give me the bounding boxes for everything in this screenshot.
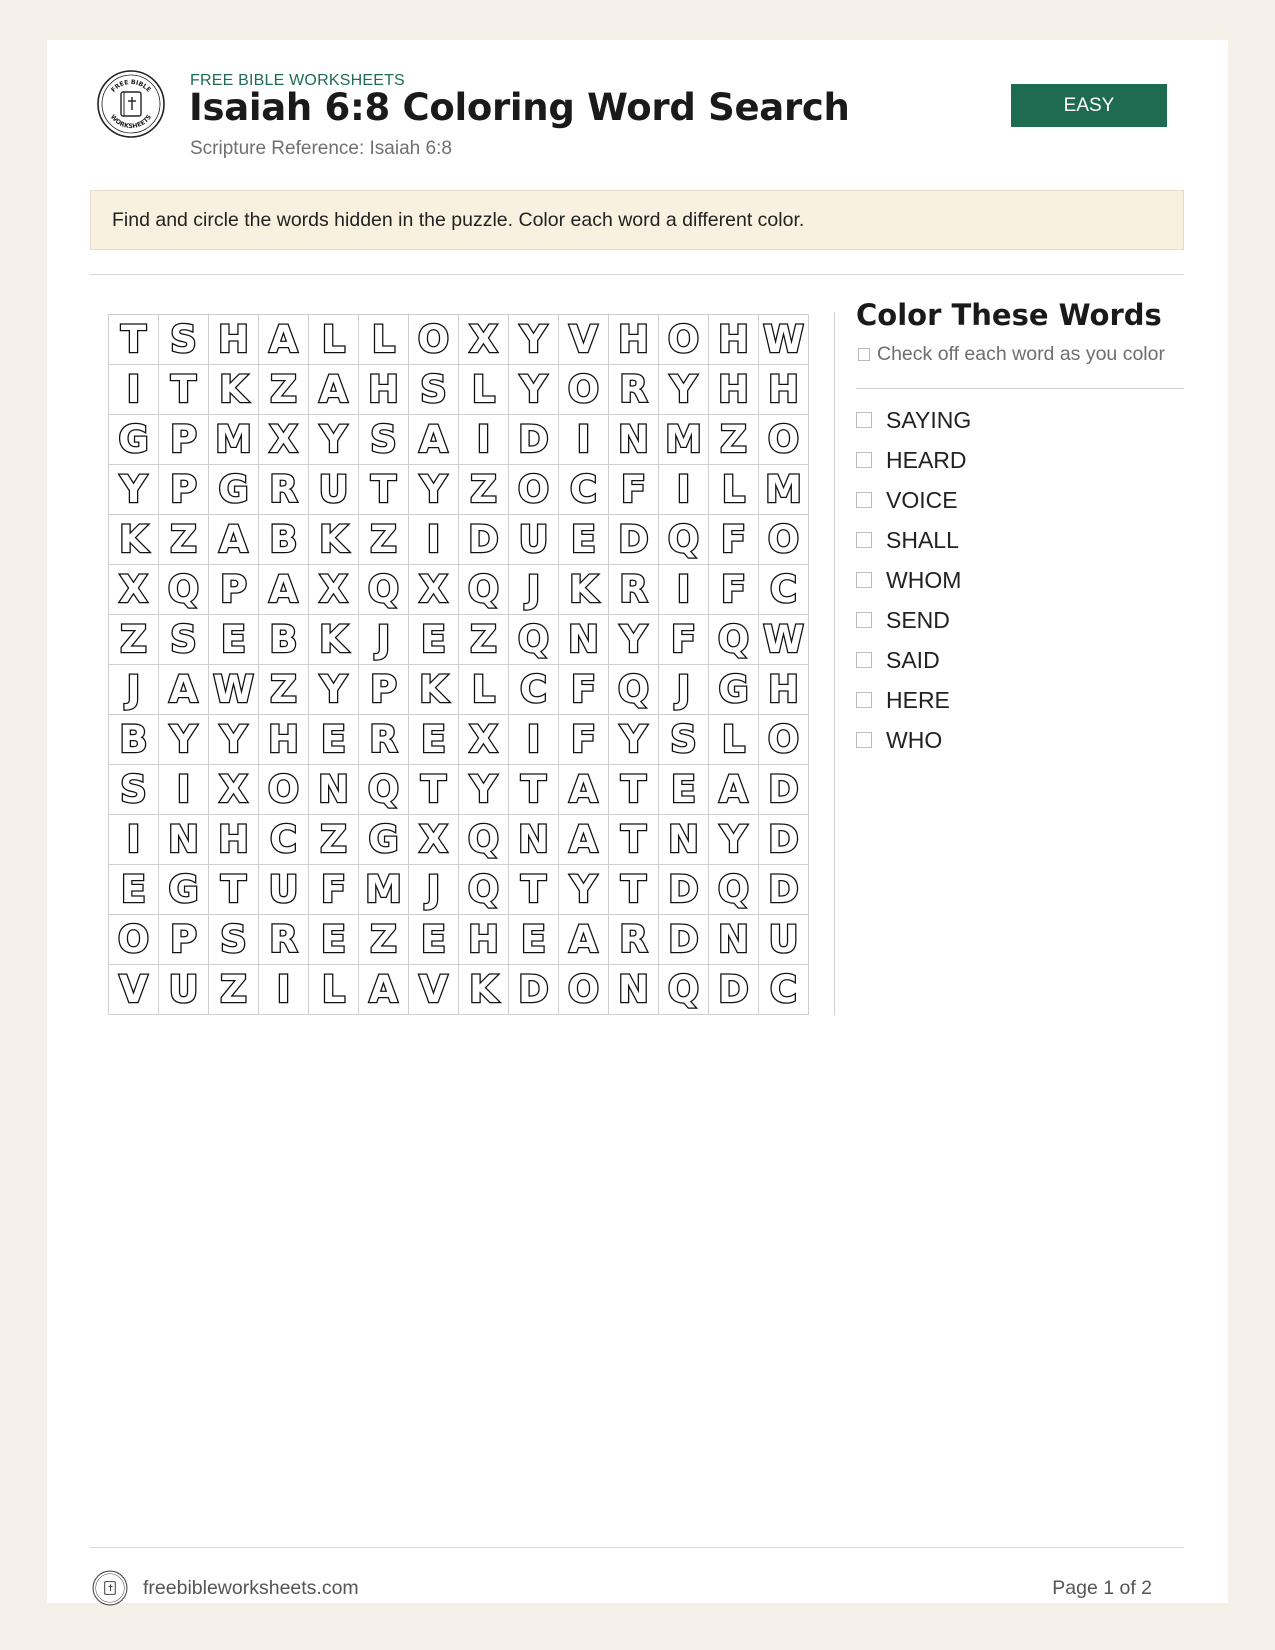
- word-label: HERE: [886, 686, 950, 713]
- grid-cell[interactable]: X: [409, 565, 459, 615]
- grid-cell[interactable]: N: [309, 765, 359, 815]
- brand-eyebrow: FREE BIBLE WORKSHEETS: [190, 72, 405, 89]
- word-list: [856, 400, 971, 760]
- word-label: HEARD: [886, 446, 967, 473]
- grid-cell[interactable]: C: [759, 565, 809, 615]
- grid-cell[interactable]: B: [109, 715, 159, 765]
- grid-cell[interactable]: M: [209, 415, 259, 465]
- grid-cell[interactable]: J: [659, 665, 709, 715]
- grid-cell[interactable]: R: [609, 915, 659, 965]
- grid-cell[interactable]: K: [459, 965, 509, 1015]
- grid-cell[interactable]: Q: [359, 765, 409, 815]
- grid-cell[interactable]: G: [359, 815, 409, 865]
- grid-cell[interactable]: Z: [209, 965, 259, 1015]
- grid-cell[interactable]: A: [359, 965, 409, 1015]
- grid-cell[interactable]: Q: [459, 565, 509, 615]
- grid-cell[interactable]: H: [609, 315, 659, 365]
- grid-cell[interactable]: I: [509, 715, 559, 765]
- grid-cell[interactable]: X: [459, 715, 509, 765]
- grid-cell[interactable]: X: [209, 765, 259, 815]
- grid-cell[interactable]: T: [109, 315, 159, 365]
- grid-cell[interactable]: D: [759, 815, 809, 865]
- grid-cell[interactable]: P: [209, 565, 259, 615]
- grid-cell[interactable]: C: [509, 665, 559, 715]
- grid-cell[interactable]: Z: [359, 515, 409, 565]
- grid-cell[interactable]: N: [709, 915, 759, 965]
- checkbox-icon[interactable]: [856, 732, 872, 748]
- checkbox-icon: [858, 348, 870, 361]
- grid-cell[interactable]: D: [659, 915, 709, 965]
- grid-cell[interactable]: Y: [659, 365, 709, 415]
- word-list-item: [856, 400, 971, 440]
- word-search-grid: [108, 314, 809, 1015]
- grid-cell[interactable]: D: [509, 415, 559, 465]
- grid-cell[interactable]: G: [209, 465, 259, 515]
- grid-cell[interactable]: O: [509, 465, 559, 515]
- worksheet-page: [47, 40, 1228, 1603]
- grid-cell[interactable]: T: [509, 865, 559, 915]
- grid-cell[interactable]: U: [259, 865, 309, 915]
- word-list-item: [856, 520, 971, 560]
- grid-cell[interactable]: C: [759, 965, 809, 1015]
- grid-cell[interactable]: S: [159, 315, 209, 365]
- grid-cell[interactable]: K: [559, 565, 609, 615]
- grid-cell[interactable]: T: [609, 865, 659, 915]
- grid-cell[interactable]: B: [259, 615, 309, 665]
- grid-cell[interactable]: G: [109, 415, 159, 465]
- grid-cell[interactable]: A: [559, 915, 609, 965]
- grid-cell[interactable]: V: [109, 965, 159, 1015]
- grid-cell[interactable]: F: [559, 665, 609, 715]
- grid-cell[interactable]: J: [409, 865, 459, 915]
- grid-cell[interactable]: K: [309, 515, 359, 565]
- grid-cell[interactable]: D: [759, 765, 809, 815]
- grid-cell[interactable]: U: [759, 915, 809, 965]
- checkbox-icon[interactable]: [856, 452, 872, 468]
- grid-cell[interactable]: F: [709, 565, 759, 615]
- grid-cell[interactable]: O: [759, 715, 809, 765]
- word-label: VOICE: [886, 486, 958, 513]
- word-list-item: [856, 560, 971, 600]
- grid-cell[interactable]: B: [259, 515, 309, 565]
- grid-cell[interactable]: I: [409, 515, 459, 565]
- grid-cell[interactable]: I: [109, 815, 159, 865]
- scripture-reference: Scripture Reference: Isaiah 6:8: [190, 138, 452, 159]
- grid-cell[interactable]: S: [209, 915, 259, 965]
- grid-cell[interactable]: U: [309, 465, 359, 515]
- grid-cell[interactable]: N: [159, 815, 209, 865]
- grid-cell[interactable]: Z: [709, 415, 759, 465]
- grid-cell[interactable]: O: [259, 765, 309, 815]
- grid-cell[interactable]: H: [709, 315, 759, 365]
- grid-cell[interactable]: P: [359, 665, 409, 715]
- grid-cell[interactable]: J: [359, 615, 409, 665]
- grid-cell[interactable]: D: [509, 965, 559, 1015]
- grid-cell[interactable]: S: [109, 765, 159, 815]
- grid-cell[interactable]: K: [109, 515, 159, 565]
- grid-cell[interactable]: T: [409, 765, 459, 815]
- footer-divider: [90, 1547, 1184, 1548]
- grid-cell[interactable]: E: [209, 615, 259, 665]
- grid-cell[interactable]: T: [609, 815, 659, 865]
- grid-cell[interactable]: M: [759, 465, 809, 515]
- word-panel-hint-text: Check off each word as you color: [877, 343, 1165, 365]
- grid-cell[interactable]: E: [559, 515, 609, 565]
- word-list-item: [856, 720, 971, 760]
- grid-cell[interactable]: E: [309, 915, 359, 965]
- word-label: SHALL: [886, 526, 959, 553]
- grid-cell[interactable]: D: [459, 515, 509, 565]
- grid-cell[interactable]: O: [759, 415, 809, 465]
- grid-cell[interactable]: K: [409, 665, 459, 715]
- grid-cell[interactable]: X: [109, 565, 159, 615]
- grid-cell[interactable]: P: [159, 415, 209, 465]
- grid-cell[interactable]: V: [409, 965, 459, 1015]
- grid-cell[interactable]: Z: [109, 615, 159, 665]
- grid-cell[interactable]: I: [459, 415, 509, 465]
- word-label: SAYING: [886, 406, 972, 433]
- grid-cell[interactable]: A: [559, 765, 609, 815]
- grid-cell[interactable]: L: [309, 315, 359, 365]
- grid-cell[interactable]: A: [559, 815, 609, 865]
- checkbox-icon[interactable]: [856, 412, 872, 428]
- grid-cell[interactable]: M: [359, 865, 409, 915]
- grid-cell[interactable]: E: [409, 715, 459, 765]
- grid-cell[interactable]: Y: [309, 665, 359, 715]
- checkbox-icon[interactable]: [856, 532, 872, 548]
- instructions-box: [90, 190, 1184, 250]
- grid-cell[interactable]: U: [159, 965, 209, 1015]
- grid-cell[interactable]: E: [659, 765, 709, 815]
- grid-cell[interactable]: K: [309, 615, 359, 665]
- grid-cell[interactable]: Y: [509, 365, 559, 415]
- grid-cell[interactable]: A: [409, 415, 459, 465]
- grid-cell[interactable]: I: [559, 415, 609, 465]
- grid-cell[interactable]: Y: [559, 865, 609, 915]
- grid-cell[interactable]: L: [309, 965, 359, 1015]
- grid-cell[interactable]: H: [359, 365, 409, 415]
- grid-cell[interactable]: F: [609, 465, 659, 515]
- word-panel-title: Color These Words: [856, 298, 1162, 332]
- grid-cell[interactable]: J: [109, 665, 159, 715]
- grid-cell[interactable]: C: [259, 815, 309, 865]
- grid-cell[interactable]: L: [709, 465, 759, 515]
- svg-text:WORKSHEETS: WORKSHEETS: [108, 113, 154, 131]
- checkbox-icon[interactable]: [856, 572, 872, 588]
- grid-cell[interactable]: H: [759, 665, 809, 715]
- grid-cell[interactable]: T: [359, 465, 409, 515]
- word-list-item: [856, 440, 971, 480]
- grid-cell[interactable]: Q: [459, 815, 509, 865]
- grid-cell[interactable]: L: [459, 665, 509, 715]
- grid-cell[interactable]: E: [409, 615, 459, 665]
- header-divider: [90, 274, 1184, 275]
- grid-cell[interactable]: E: [409, 915, 459, 965]
- grid-cell[interactable]: D: [609, 515, 659, 565]
- grid-cell[interactable]: Z: [459, 615, 509, 665]
- instructions-text: Find and circle the words hidden in the puzzle. Color each word a different color.: [112, 208, 805, 231]
- grid-cell[interactable]: Q: [609, 665, 659, 715]
- grid-cell[interactable]: F: [659, 615, 709, 665]
- grid-cell[interactable]: S: [359, 415, 409, 465]
- grid-cell[interactable]: A: [259, 315, 309, 365]
- word-panel-hint: [856, 343, 1165, 366]
- grid-cell[interactable]: Z: [259, 665, 309, 715]
- grid-cell[interactable]: V: [559, 315, 609, 365]
- page-number: Page 1 of 2: [1052, 1577, 1152, 1599]
- grid-cell[interactable]: H: [459, 915, 509, 965]
- grid-cell[interactable]: I: [659, 565, 709, 615]
- grid-cell[interactable]: X: [259, 415, 309, 465]
- grid-cell[interactable]: U: [509, 515, 559, 565]
- grid-cell[interactable]: Y: [309, 415, 359, 465]
- grid-cell[interactable]: Y: [209, 715, 259, 765]
- grid-cell[interactable]: H: [259, 715, 309, 765]
- word-label: WHOM: [886, 566, 962, 593]
- grid-cell[interactable]: N: [559, 615, 609, 665]
- grid-cell[interactable]: Y: [509, 315, 559, 365]
- grid-cell[interactable]: T: [209, 865, 259, 915]
- grid-cell[interactable]: R: [609, 565, 659, 615]
- grid-cell[interactable]: Q: [509, 615, 559, 665]
- grid-cell[interactable]: R: [609, 365, 659, 415]
- page-title: Isaiah 6:8 Coloring Word Search: [189, 86, 850, 129]
- grid-cell[interactable]: X: [409, 815, 459, 865]
- checkbox-icon[interactable]: [856, 692, 872, 708]
- grid-cell[interactable]: Q: [709, 865, 759, 915]
- grid-cell[interactable]: Y: [709, 815, 759, 865]
- grid-cell[interactable]: K: [209, 365, 259, 415]
- grid-cell[interactable]: I: [259, 965, 309, 1015]
- grid-cell[interactable]: M: [659, 415, 709, 465]
- grid-cell[interactable]: N: [609, 965, 659, 1015]
- grid-cell[interactable]: E: [109, 865, 159, 915]
- grid-cell[interactable]: T: [159, 365, 209, 415]
- checkbox-icon[interactable]: [856, 612, 872, 628]
- grid-cell[interactable]: T: [609, 765, 659, 815]
- grid-cell[interactable]: Y: [459, 765, 509, 815]
- grid-cell[interactable]: T: [509, 765, 559, 815]
- grid-cell[interactable]: O: [559, 965, 609, 1015]
- grid-cell[interactable]: G: [709, 665, 759, 715]
- grid-cell[interactable]: Y: [609, 715, 659, 765]
- word-label: SEND: [886, 606, 950, 633]
- grid-cell[interactable]: F: [709, 515, 759, 565]
- grid-cell[interactable]: Z: [359, 915, 409, 965]
- grid-cell[interactable]: Q: [659, 515, 709, 565]
- grid-cell[interactable]: I: [159, 765, 209, 815]
- svg-text:FREE BIBLE: FREE BIBLE: [110, 78, 152, 94]
- grid-cell[interactable]: O: [409, 315, 459, 365]
- grid-cell[interactable]: P: [159, 915, 209, 965]
- word-panel-divider: [856, 388, 1184, 389]
- grid-cell[interactable]: S: [159, 615, 209, 665]
- grid-cell[interactable]: W: [209, 665, 259, 715]
- grid-cell[interactable]: W: [759, 615, 809, 665]
- grid-cell[interactable]: Q: [459, 865, 509, 915]
- grid-cell[interactable]: X: [459, 315, 509, 365]
- grid-cell[interactable]: W: [759, 315, 809, 365]
- grid-cell[interactable]: H: [759, 365, 809, 415]
- footer-website: freebibleworksheets.com: [143, 1577, 359, 1599]
- grid-cell[interactable]: S: [659, 715, 709, 765]
- grid-cell[interactable]: F: [559, 715, 609, 765]
- grid-cell[interactable]: R: [259, 915, 309, 965]
- footer-logo-icon: [92, 1570, 128, 1606]
- grid-cell[interactable]: Q: [159, 565, 209, 615]
- grid-cell[interactable]: N: [609, 415, 659, 465]
- grid-cell[interactable]: Q: [359, 565, 409, 615]
- grid-cell[interactable]: X: [309, 565, 359, 615]
- grid-cell[interactable]: H: [209, 815, 259, 865]
- grid-cell[interactable]: L: [359, 315, 409, 365]
- grid-cell[interactable]: E: [309, 715, 359, 765]
- grid-cell[interactable]: F: [309, 865, 359, 915]
- word-list-item: [856, 600, 971, 640]
- difficulty-badge: EASY: [1011, 84, 1167, 127]
- grid-cell[interactable]: J: [509, 565, 559, 615]
- grid-cell[interactable]: O: [109, 915, 159, 965]
- panel-divider: [834, 312, 835, 1015]
- grid-cell[interactable]: I: [659, 465, 709, 515]
- grid-cell[interactable]: O: [559, 365, 609, 415]
- grid-cell[interactable]: A: [209, 515, 259, 565]
- grid-cell[interactable]: D: [659, 865, 709, 915]
- grid-cell[interactable]: E: [509, 915, 559, 965]
- grid-cell[interactable]: D: [709, 965, 759, 1015]
- grid-cell[interactable]: Q: [659, 965, 709, 1015]
- grid-cell[interactable]: Y: [609, 615, 659, 665]
- checkbox-icon[interactable]: [856, 492, 872, 508]
- word-label: SAID: [886, 646, 940, 673]
- grid-cell[interactable]: N: [509, 815, 559, 865]
- grid-cell[interactable]: Z: [459, 465, 509, 515]
- grid-cell[interactable]: Y: [159, 715, 209, 765]
- grid-cell[interactable]: Z: [259, 365, 309, 415]
- grid-cell[interactable]: L: [709, 715, 759, 765]
- grid-cell[interactable]: Y: [109, 465, 159, 515]
- grid-cell[interactable]: S: [409, 365, 459, 415]
- grid-cell[interactable]: Q: [709, 615, 759, 665]
- grid-cell[interactable]: A: [309, 365, 359, 415]
- grid-cell[interactable]: R: [359, 715, 409, 765]
- grid-cell[interactable]: R: [259, 465, 309, 515]
- grid-cell[interactable]: A: [259, 565, 309, 615]
- grid-cell[interactable]: C: [559, 465, 609, 515]
- grid-cell[interactable]: A: [159, 665, 209, 715]
- grid-cell[interactable]: A: [709, 765, 759, 815]
- word-list-item: [856, 640, 971, 680]
- grid-cell[interactable]: Y: [409, 465, 459, 515]
- grid-cell[interactable]: L: [459, 365, 509, 415]
- grid-cell[interactable]: H: [209, 315, 259, 365]
- grid-cell[interactable]: Z: [309, 815, 359, 865]
- grid-cell[interactable]: G: [159, 865, 209, 915]
- grid-cell[interactable]: N: [659, 815, 709, 865]
- grid-cell[interactable]: O: [659, 315, 709, 365]
- checkbox-icon[interactable]: [856, 652, 872, 668]
- word-label: WHO: [886, 726, 943, 753]
- grid-cell[interactable]: D: [759, 865, 809, 915]
- grid-cell[interactable]: P: [159, 465, 209, 515]
- word-list-item: [856, 680, 971, 720]
- grid-cell[interactable]: I: [109, 365, 159, 415]
- bible-logo-icon: [97, 70, 165, 138]
- grid-cell[interactable]: Z: [159, 515, 209, 565]
- grid-cell[interactable]: O: [759, 515, 809, 565]
- grid-cell[interactable]: H: [709, 365, 759, 415]
- word-list-item: [856, 480, 971, 520]
